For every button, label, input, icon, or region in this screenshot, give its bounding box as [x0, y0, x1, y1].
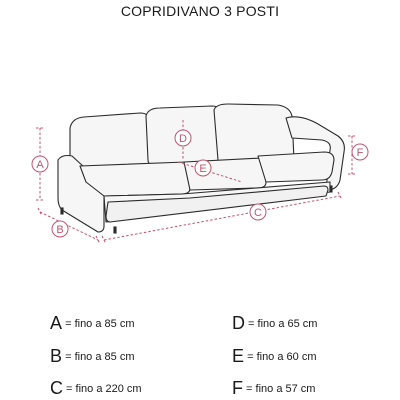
legend-value: fino a 220 cm	[75, 383, 142, 395]
legend-value: fino a 65 cm	[257, 318, 318, 330]
legend-letter: A	[50, 313, 63, 333]
legend-value: fino a 85 cm	[74, 351, 135, 363]
svg-text:E: E	[199, 163, 207, 175]
legend-value: fino a 57 cm	[255, 383, 316, 395]
legend-item-e: E = fino a 60 cm	[232, 346, 317, 366]
legend-item-c: C = fino a 220 cm	[50, 378, 142, 398]
svg-text:F: F	[356, 147, 364, 159]
legend-letter: C	[50, 378, 63, 398]
legend-letter: F	[232, 378, 243, 398]
legend-item-f: F = fino a 57 cm	[232, 378, 316, 398]
legend-letter: D	[232, 313, 245, 333]
legend-letter: E	[232, 346, 245, 366]
legend-item-a: A = fino a 85 cm	[50, 313, 135, 333]
svg-text:B: B	[56, 224, 64, 236]
legend-value: fino a 60 cm	[256, 351, 317, 363]
svg-text:D: D	[179, 133, 187, 145]
legend-item-b: B = fino a 85 cm	[50, 346, 135, 366]
legend-item-d: D = fino a 65 cm	[232, 313, 318, 333]
svg-text:C: C	[254, 207, 262, 219]
page-title: COPRIDIVANO 3 POSTI	[120, 3, 280, 19]
legend-value: fino a 85 cm	[74, 318, 135, 330]
svg-text:A: A	[36, 159, 44, 171]
legend-letter: B	[50, 346, 63, 366]
